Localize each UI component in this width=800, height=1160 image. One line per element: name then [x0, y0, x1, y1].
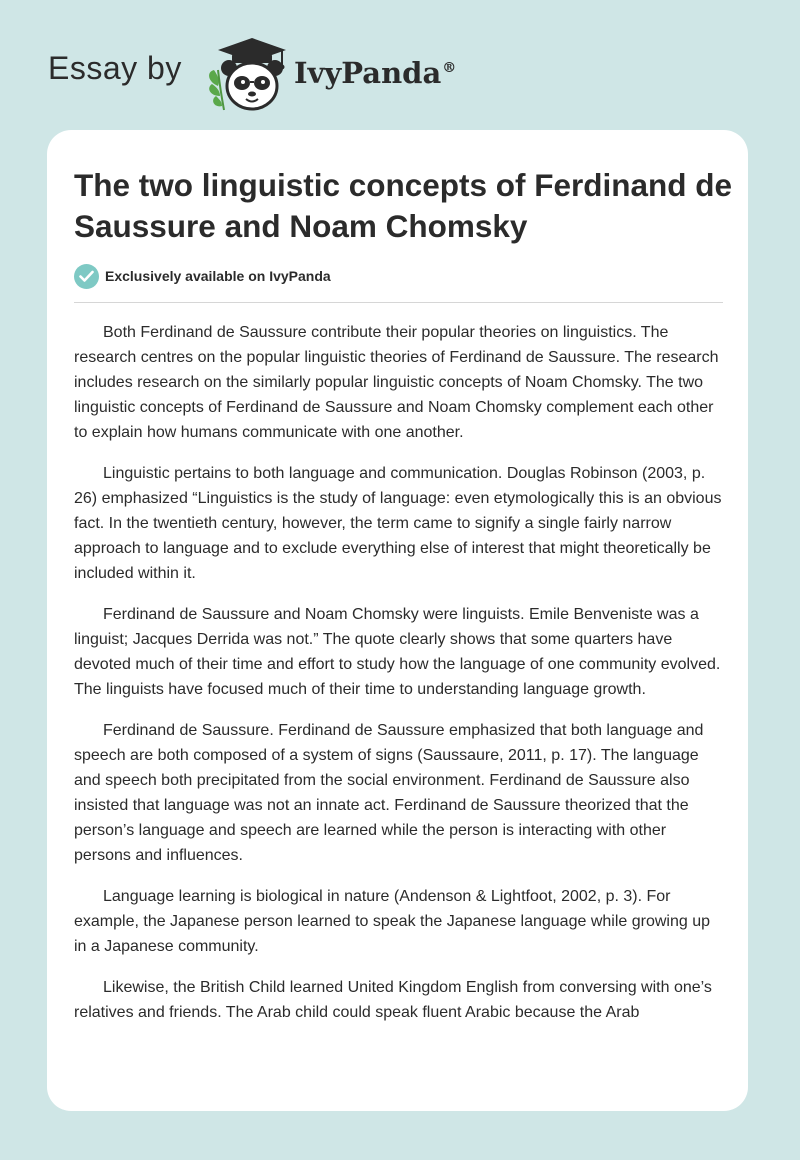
essay-body [74, 320, 722, 1041]
paragraph: Likewise, the British Child learned United Kingdom English from conversing with one’s relatives and friends. The Arab child could speak fluent Arabic because the Arab [74, 979, 712, 1021]
site-header [48, 30, 488, 110]
essay-card [47, 130, 748, 1111]
ivypanda-brand-logo[interactable] [294, 56, 456, 90]
exclusive-badge [74, 263, 331, 289]
panda-logo-icon[interactable] [200, 36, 288, 112]
paragraph: Both Ferdinand de Saussure contribute their popular theories on linguistics. The research centres on the popular linguistic theories of Ferdinand de Saussure. The research includes research on the similarly popular linguistic concepts of Noam Chomsky. The two linguistic concepts of Ferdinand de Saussure and Noam Chomsky complement each other to explain how humans communicate with one another. [74, 324, 719, 441]
paragraph: Ferdinand de Saussure and Noam Chomsky were linguists. Emile Benveniste was a linguist; Jacques Derrida was not.” The quote clearly shows that some quarters have devoted much of their time and effort to study how the language of one community evolved. The linguists have focused much of their time to understanding language growth. [74, 606, 721, 698]
exclusive-badge-label: Exclusively available on IvyPanda [105, 268, 331, 284]
paragraph: Linguistic pertains to both language and communication. Douglas Robinson (2003, p. 26) emphasized “Linguistics is the study of language: even etymologically this is an obvious fact. In the twentieth century, however, the term came to signify a single fairly narrow approach to language and to exclude everything else of interest that might theoretically be included within it. [74, 465, 722, 582]
title-divider [74, 302, 723, 303]
essay-title: The two linguistic concepts of Ferdinand de Saussure and Noam Chomsky [74, 167, 733, 244]
paragraph: Ferdinand de Saussure. Ferdinand de Saussure emphasized that both language and speech are both composed of a system of signs (Saussaure, 2011, p. 17). The language and speech both precipitated from the social environment. Ferdinand de Saussure also insisted that language was not an innate act. Ferdinand de Saussure theorized that the person’s language and speech are learned while the person is interacting with other persons and influences. [74, 722, 704, 864]
trademark-symbol: ® [442, 60, 457, 77]
paragraph: Language learning is biological in nature (Andenson & Lightfoot, 2002, p. 3). For example, the Japanese person learned to speak the Japanese language while growing up in a Japanese community. [74, 888, 710, 955]
check-circle-icon [74, 264, 99, 289]
brand-name: IvyPanda [294, 56, 442, 90]
essay-by-label: Essay by [48, 50, 182, 86]
